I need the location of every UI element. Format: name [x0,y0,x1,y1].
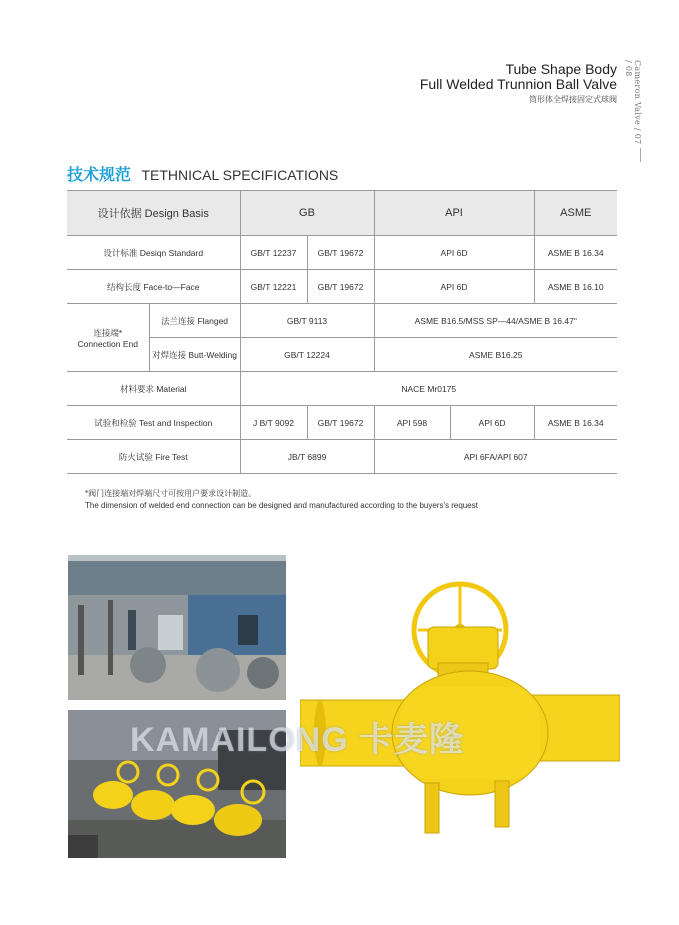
row-label: 材料要求 Material [67,372,240,406]
table-row [67,338,617,372]
connection-end-label [67,304,149,372]
cell-api: API 6D [450,406,534,440]
product-title-line1: Tube Shape Body [505,61,617,77]
brand-watermark: KAMAILONG 卡麦隆 [130,721,465,759]
cell-asme: ASME B 16.34 [534,406,617,440]
cell-api: API 6D [374,270,534,304]
product-title-line2: Full Welded Trunnion Ball Valve [419,76,617,92]
side-divider [640,148,641,162]
cell-material: NACE Mr0175 [240,372,617,406]
connection-end-cn: 连接端* [93,327,123,338]
cell-gb: GB/T 19672 [307,406,374,440]
table-row [67,270,617,304]
row-label: 对焊连接 Butt-Welding [149,338,240,372]
cell-api-asme: ASME B16.5/MSS SP—44/ASME B 16.47" [374,304,617,338]
footnote-cn: *阀门连接端对焊端尺寸可按用户要求设计制造。 [85,489,257,498]
cell-gb: GB/T 9113 [240,304,374,338]
row-label: 防火试验 Fire Test [67,440,240,474]
factory-photo-assembly [68,555,286,700]
cell-gb: JB/T 6899 [240,440,374,474]
header-design-basis: 设计依据 Design Basis [67,191,240,236]
section-heading [67,162,338,185]
ball-valve-illustration [300,555,620,855]
section-title-cn: 技术规范 [67,167,132,184]
row-label: 结构长度 Face-to—Face [67,270,240,304]
footnote [85,488,478,512]
table-row [67,304,617,338]
row-label: 法兰连接 Flanged [149,304,240,338]
cell-gb: J B/T 9092 [240,406,307,440]
connection-end-en: Connection End [77,338,138,349]
title-block [420,62,617,105]
cell-api-asme: API 6FA/API 607 [374,440,617,474]
cell-gb: GB/T 19672 [307,270,374,304]
table-row [67,236,617,270]
table-row [67,406,617,440]
cell-gb: GB/T 12237 [240,236,307,270]
table-row [67,440,617,474]
cell-gb: GB/T 12221 [240,270,307,304]
header-asme: ASME [534,191,617,236]
header-gb: GB [240,191,374,236]
side-page-label: Cameron Valve / 07 / 08 [624,60,642,145]
header-api: API [374,191,534,236]
cell-asme: ASME B 16.34 [534,236,617,270]
footnote-en: The dimension of welded end connection can be designed and manufactured according to the buyers's request [85,501,478,510]
table-header-row [67,191,617,236]
cell-gb: GB/T 12224 [240,338,374,372]
section-title-en: TETHNICAL SPECIFICATIONS [141,167,339,183]
row-label: 试验和检验 Test and Inspection [67,406,240,440]
product-title-cn: 筒形体全焊接固定式球阀 [529,95,617,104]
cell-api-asme: ASME B16.25 [374,338,617,372]
cell-gb: GB/T 19672 [307,236,374,270]
spec-table [67,190,617,474]
table-row [67,372,617,406]
cell-api: API 598 [374,406,450,440]
cell-api: API 6D [374,236,534,270]
row-label: 设计标准 Desiqn Standard [67,236,240,270]
cell-asme: ASME B 16.10 [534,270,617,304]
